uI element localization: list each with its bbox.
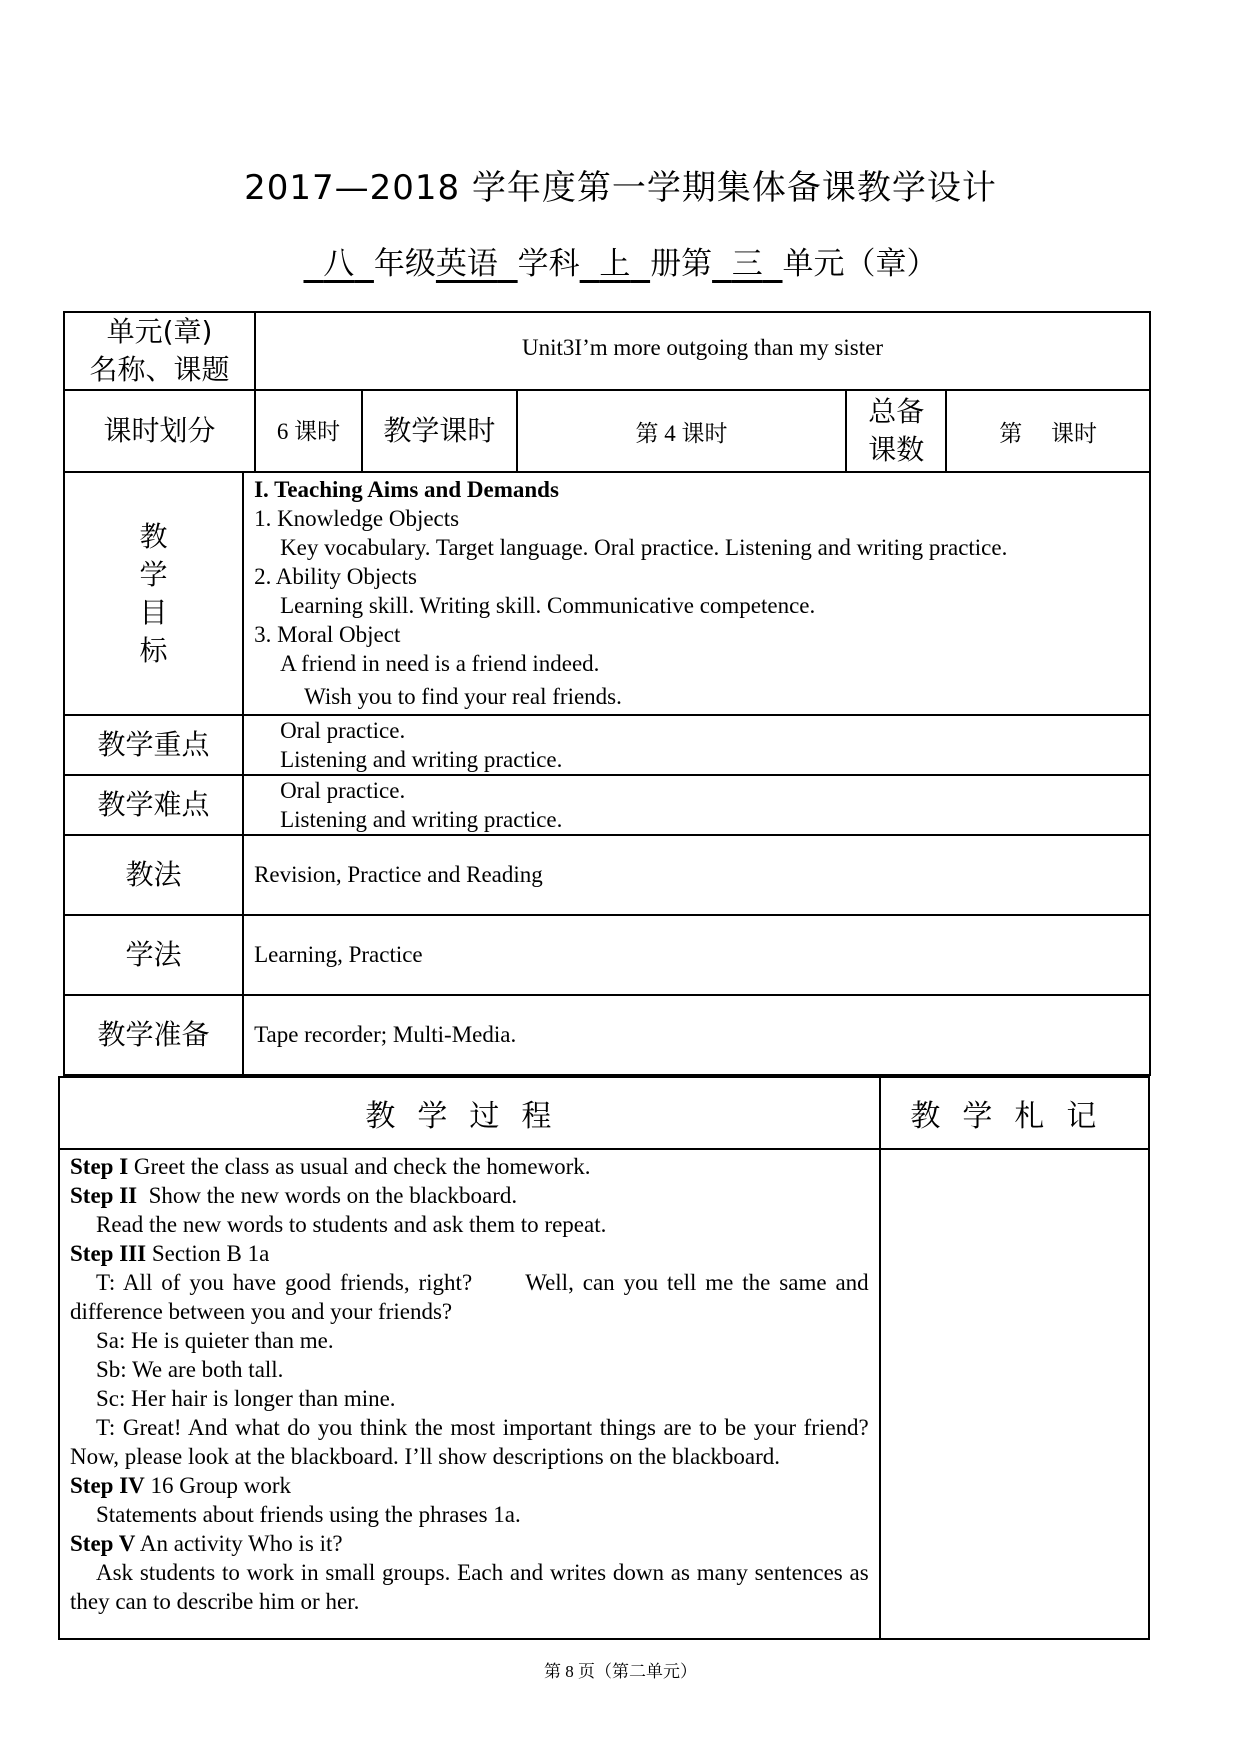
- step-2-tag: Step II: [70, 1183, 138, 1208]
- total-label-line2: 课数: [868, 433, 925, 466]
- grade-suffix: 年级: [373, 246, 436, 282]
- key-points-row: [64, 715, 1150, 775]
- teaching-method-label: 教法: [64, 835, 243, 915]
- aims-line: 1. Knowledge Objects: [254, 506, 460, 531]
- page-subtitle: [0, 238, 1241, 283]
- preparation-label: 教学准备: [64, 995, 243, 1075]
- volume-value: [580, 246, 650, 282]
- unit-label-line2: 名称、课题: [89, 353, 230, 386]
- aims-content: [243, 472, 1150, 715]
- aims-line: A friend in need is a friend indeed.: [280, 651, 600, 676]
- key-points-label: 教学重点: [64, 715, 243, 775]
- lesson-value: 第 4 课时: [517, 390, 847, 472]
- unit-row: [64, 312, 1150, 390]
- learning-method-value: Learning, Practice: [243, 915, 1150, 995]
- period-row: [64, 390, 1150, 472]
- unit-suffix: 单元（章）: [782, 246, 938, 282]
- step-1-text: Greet the class as usual and check the homework.: [128, 1154, 591, 1179]
- unit-number-value: [712, 246, 782, 282]
- teaching-process-table: [58, 1076, 1150, 1640]
- step-4-line: Statements about friends using the phrases 1a.: [96, 1502, 521, 1527]
- step-3-dialogue-sb: Sb: We are both tall.: [96, 1357, 284, 1382]
- subject-text: 英语: [435, 246, 498, 282]
- step-2: [70, 1181, 869, 1210]
- lesson-info-table: [63, 311, 1151, 1076]
- process-steps: [59, 1149, 880, 1639]
- step-4-tag: Step IV: [70, 1473, 145, 1498]
- difficult-points-content: [243, 775, 1150, 835]
- difficult-points-label: 教学难点: [64, 775, 243, 835]
- unit-label-cell: [64, 312, 255, 390]
- step-1: [70, 1152, 869, 1181]
- step-3-tag: Step III: [70, 1241, 147, 1266]
- learning-method-label: 学法: [64, 915, 243, 995]
- teaching-method-value: Revision, Practice and Reading: [243, 835, 1150, 915]
- total-value: 第 课时: [946, 390, 1150, 472]
- aims-line: Wish you to find your real friends.: [304, 684, 622, 709]
- step-3-dialogue-t2: T: Great! And what do you think the most important things are to be your friend? Now, please look at the blackboard. I’ll show descriptions on the blackboard.: [70, 1415, 869, 1469]
- key-point-line: Oral practice.: [280, 718, 406, 743]
- step-2-text: Show the new words on the blackboard.: [137, 1183, 518, 1208]
- notes-header: 教学札记: [880, 1077, 1149, 1149]
- teaching-notes-cell: [880, 1149, 1149, 1639]
- aims-line: Key vocabulary. Target language. Oral practice. Listening and writing practice.: [280, 535, 1008, 560]
- aims-label: [64, 472, 243, 715]
- unit-title: Unit3I’m more outgoing than my sister: [255, 312, 1150, 390]
- step-3-text: Section B 1a: [146, 1241, 270, 1266]
- step-5-text: An activity Who is it?: [135, 1531, 343, 1556]
- aims-label-char: 目: [139, 595, 168, 629]
- total-label-cell: [846, 390, 946, 472]
- step-5: [70, 1529, 869, 1558]
- preparation-value: Tape recorder; Multi-Media.: [243, 995, 1150, 1075]
- lesson-label: 教学课时: [362, 390, 517, 472]
- aims-label-char: 标: [139, 633, 168, 667]
- step-5-tag: Step V: [70, 1531, 136, 1556]
- step-4: [70, 1471, 869, 1500]
- aims-line: 3. Moral Object: [254, 622, 401, 647]
- key-point-line: Listening and writing practice.: [280, 747, 563, 772]
- subject-suffix: 学科: [517, 246, 580, 282]
- step-3-dialogue-sa: Sa: He is quieter than me.: [96, 1328, 334, 1353]
- aims-row: [64, 472, 1150, 715]
- page-footer: 第 8 页（第二单元）: [544, 1662, 697, 1681]
- step-5-line: Ask students to work in small groups. Each and writes down as many sentences as they can to describe him or her.: [70, 1560, 869, 1614]
- aims-line: 2. Ability Objects: [254, 564, 417, 589]
- aims-heading: I. Teaching Aims and Demands: [254, 477, 559, 502]
- period-value: 6 课时: [255, 390, 362, 472]
- step-3: [70, 1239, 869, 1268]
- teaching-method-row: [64, 835, 1150, 915]
- page-title: 2017—2018 学年度第一学期集体备课教学设计: [244, 168, 997, 208]
- learning-method-row: [64, 915, 1150, 995]
- difficult-point-line: Oral practice.: [280, 778, 406, 803]
- period-label: 课时划分: [64, 390, 255, 472]
- process-header: 教学过程: [59, 1077, 880, 1149]
- aims-line: Learning skill. Writing skill. Communicative competence.: [280, 593, 816, 618]
- preparation-row: [64, 995, 1150, 1075]
- key-points-content: [243, 715, 1150, 775]
- volume-suffix: 册第: [650, 246, 713, 282]
- aims-label-char: 教: [139, 519, 168, 553]
- difficult-points-row: [64, 775, 1150, 835]
- step-4-text: 16 Group work: [144, 1473, 292, 1498]
- step-1-tag: Step I: [70, 1154, 129, 1179]
- total-label-line1: 总备: [868, 395, 925, 429]
- grade-value: [303, 246, 373, 282]
- unit-number-text: 三: [731, 246, 763, 282]
- volume-text: 上: [599, 246, 631, 282]
- aims-label-char: 学: [139, 557, 168, 591]
- grade-text: 八: [323, 246, 355, 282]
- unit-label-line1: 单元(章): [106, 315, 213, 349]
- subject-value: [436, 246, 518, 282]
- process-header-row: [59, 1077, 1149, 1149]
- step-2-line: Read the new words to students and ask them to repeat.: [96, 1212, 607, 1237]
- step-3-dialogue-t1: T: All of you have good friends, right? Well, can you tell me the same and difference between you and your friends?: [70, 1270, 875, 1324]
- step-3-dialogue-sc: Sc: Her hair is longer than mine.: [96, 1386, 396, 1411]
- process-body-row: [59, 1149, 1149, 1639]
- difficult-point-line: Listening and writing practice.: [280, 807, 563, 832]
